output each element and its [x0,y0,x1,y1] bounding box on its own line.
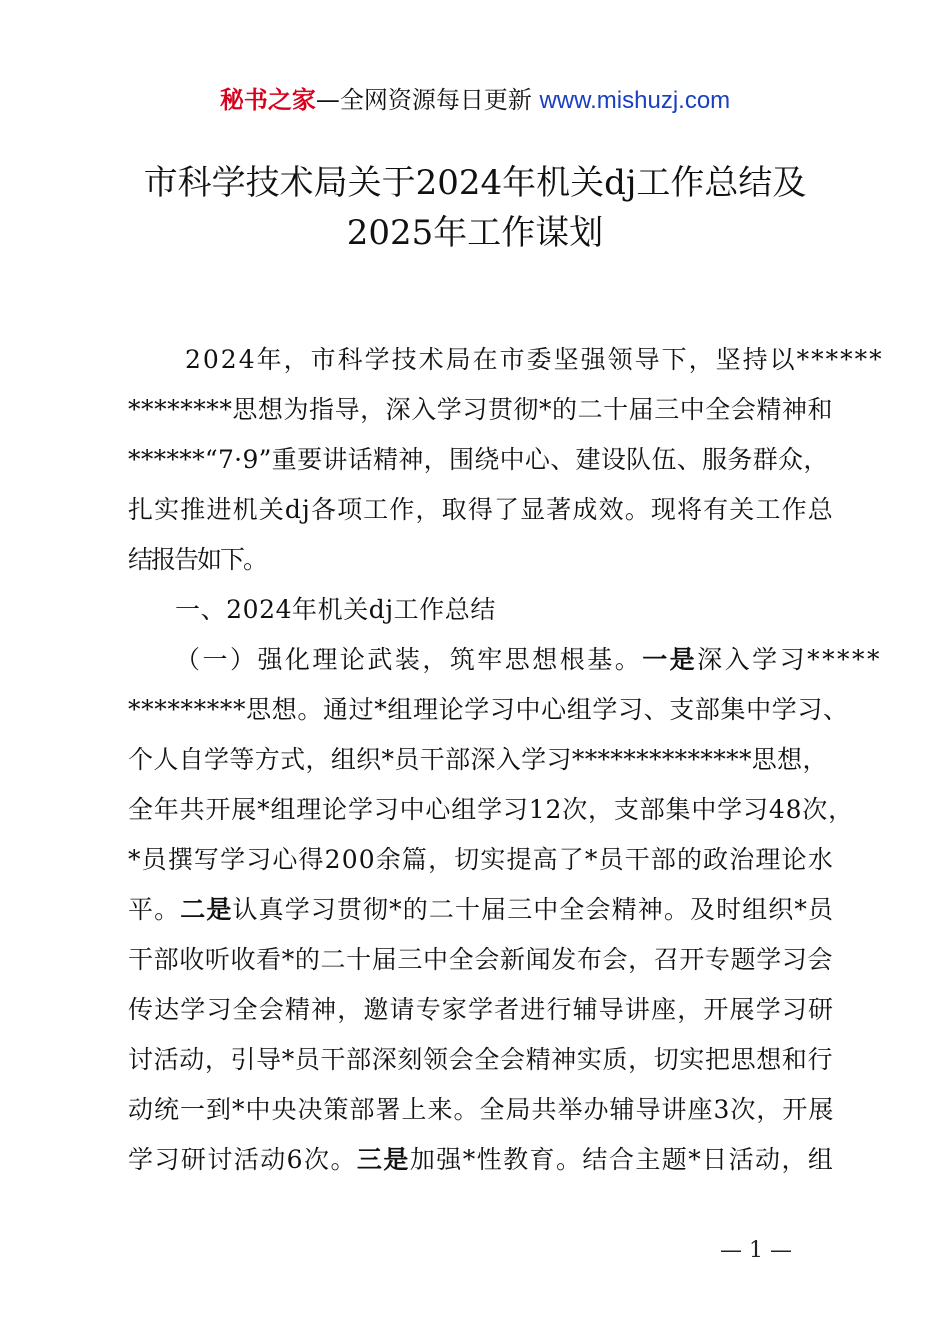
body-line [128,1043,833,1077]
body-line [128,543,266,577]
body-text-segment: 结报告如下。 [128,545,267,574]
body-text-segment: 传达学习全会精神，邀请专家学者进行辅导讲座，开展学习研 [128,995,835,1024]
body-text-segment: 动统一到*中央决策部署上来。全局共举办辅导讲座3次，开展 [128,1095,835,1124]
body-line [128,443,829,477]
body-line [128,743,828,777]
body-line [128,493,834,527]
site-header [0,80,950,115]
body-text-segment: *员撰写学习心得200余篇，切实提高了*员干部的政治理论水 [128,845,834,874]
body-text-segment: 认真学习贯彻*的二十届三中全会精神。及时组织*员 [232,895,835,924]
body-text-segment: 2024年，市科学技术局在市委坚强领导下，坚持以****** [185,345,884,374]
body-text-segment: 扎实推进机关dj各项工作，取得了显著成效。现将有关工作总 [128,495,834,524]
body-line [128,843,834,877]
body-text-segment: 学习研讨活动6次。 [128,1145,357,1174]
body-text-segment: 加强*性教育。结合主题*日活动，组 [409,1145,835,1174]
body-text-segment: 全年共开展*组理论学习中心组学习12次，支部集中学习48次， [128,795,854,824]
body-text-segment: 一、2024年机关dj工作总结 [175,595,496,624]
body-text-segment: 讨活动，引导*员干部深刻领会全会精神实质，切实把思想和行 [128,1045,834,1074]
body-line [185,343,884,377]
emphasis-text: 二是 [180,895,233,924]
body-text-segment: 个人自学等方式，组织*员干部深入学习**************思想， [128,745,828,774]
body-line [175,643,882,677]
title-line-1: 市科学技术局关于2024年机关dj工作总结及 [143,163,807,203]
body-text-segment: ********思想为指导，深入学习贯彻*的二十届三中全会精神和 [128,395,834,424]
body-text-segment: 干部收听收看*的二十届三中全会新闻发布会，召开专题学习会 [128,945,834,974]
body-line [175,593,496,627]
body-text-segment: ******“7·9”重要讲话精神，围绕中心、建设队伍、服务群众， [128,445,829,474]
body-line [128,1093,834,1127]
page-number: — 1 — [720,1238,792,1263]
body-line [128,793,854,827]
body-text-segment: *********思想。通过*组理论学习中心组学习、支部集中学习、 [128,695,849,724]
body-line [128,393,833,427]
body-text-segment: 平。 [128,895,181,924]
body-line [128,1143,834,1177]
body-line [128,893,834,927]
body-text-segment: 深入学习***** [697,645,882,674]
body-line [128,943,833,977]
body-text-segment: （一）强化理论武装，筑牢思想根基。 [175,645,643,674]
emphasis-text: 一是 [642,645,698,674]
brand-name: 秘书之家 [219,86,316,114]
body-line [128,693,849,727]
title-line-2: 2025年工作谋划 [346,213,604,253]
site-url-link[interactable]: www.mishuzj.com [539,87,731,114]
emphasis-text: 三是 [356,1145,410,1174]
header-tagline: —全网资源每日更新 [315,86,532,114]
body-line [128,993,834,1027]
document-title [60,158,890,258]
